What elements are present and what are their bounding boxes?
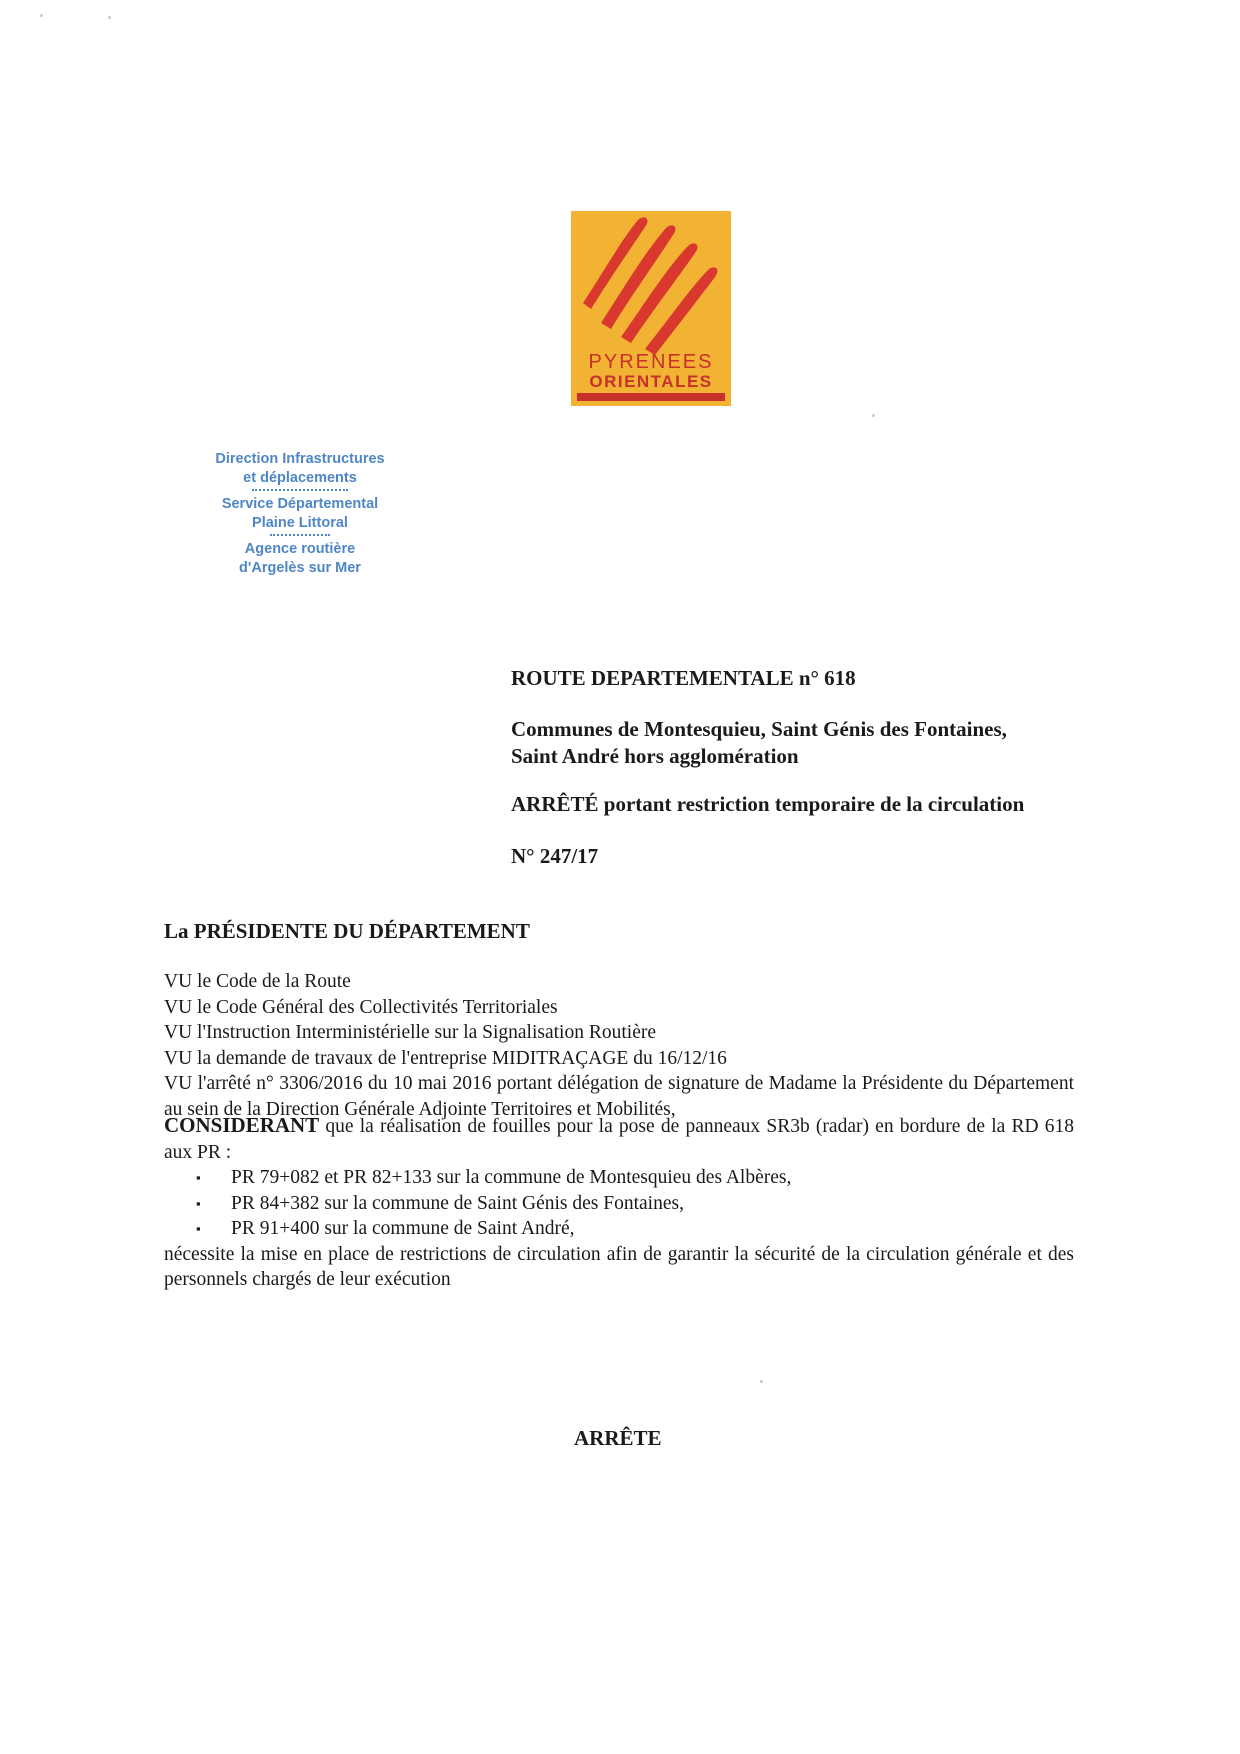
logo-text-line2: ORIENTALES [589,372,713,391]
list-item: ▪ PR 79+082 et PR 82+133 sur la commune de Montesquieu des Albères, [196,1165,1074,1191]
service-block [190,450,410,578]
agence-line2: d'Argelès sur Mer [239,560,361,576]
pr-list [164,1165,1074,1242]
logo-emblem-icon [571,211,731,406]
considerant-conclusion: nécessite la mise en place de restrictions de circulation afin de garantir la sécurité de la circulation générale et des personnels chargés de leur exécution [164,1243,1074,1290]
considerant-intro-paragraph [164,1113,1074,1165]
direction-line2: et déplacements [243,470,357,486]
president-heading: La PRÉSIDENTE DU DÉPARTEMENT [164,919,530,943]
scan-speck [108,16,111,19]
service-line1: Service Départemental [221,496,379,512]
communes-heading [511,716,1071,770]
service-line2: Plaine Littoral [252,515,348,531]
vu-item: VU la demande de travaux de l'entreprise MIDITRAÇAGE du 16/12/16 [164,1047,727,1069]
agence-line1: Agence routière [244,541,356,557]
direction-line1: Direction Infrastructures [215,451,385,467]
list-item: ▪ PR 91+400 sur la commune de Saint André, [196,1216,1074,1242]
scan-speck [872,414,875,417]
route-title: ROUTE DEPARTEMENTALE n° 618 [511,666,856,690]
service-divider [252,489,348,491]
logo-text-line1: PYRENEES [588,351,714,373]
vu-item: VU l'arrêté n° 3306/2016 du 10 mai 2016 portant délégation de signature de Madame la Présidente du Département au sein de la Direction Générale Adjointe Territoires et Mobilités, [164,1073,1074,1120]
vu-item: VU l'Instruction Interministérielle sur la Signalisation Routière [164,1022,656,1043]
service-divider [270,534,330,536]
communes-line2: Saint André hors agglomération [511,744,799,768]
arrete-heading [511,791,1071,818]
arrete-word: ARRÊTÉ [511,792,599,816]
pyrenees-orientales-logo [571,211,731,406]
communes-line1: Communes de Montesquieu, Saint Génis des Fontaines, [511,717,1007,741]
arrete-number: N° 247/17 [511,844,599,868]
considerant-keyword: CONSIDERANT [164,1113,320,1137]
list-item: ▪ PR 84+382 sur la commune de Saint Génis des Fontaines, [196,1191,1074,1217]
vu-item: VU le Code de la Route [164,971,351,992]
considerant-intro: que la réalisation de fouilles pour la pose de panneaux SR3b (radar) en bordure de la RD 618 aux PR : [164,1116,1074,1163]
arrete-final-heading: ARRÊTE [574,1426,662,1450]
arrete-subject: portant restriction temporaire de la circulation [603,792,1025,816]
considerant-block [164,1113,1074,1293]
vu-list [164,969,1074,1122]
scan-speck [40,14,43,17]
vu-item: VU le Code Général des Collectivités Territoriales [164,996,558,1018]
scan-speck [760,1380,763,1383]
